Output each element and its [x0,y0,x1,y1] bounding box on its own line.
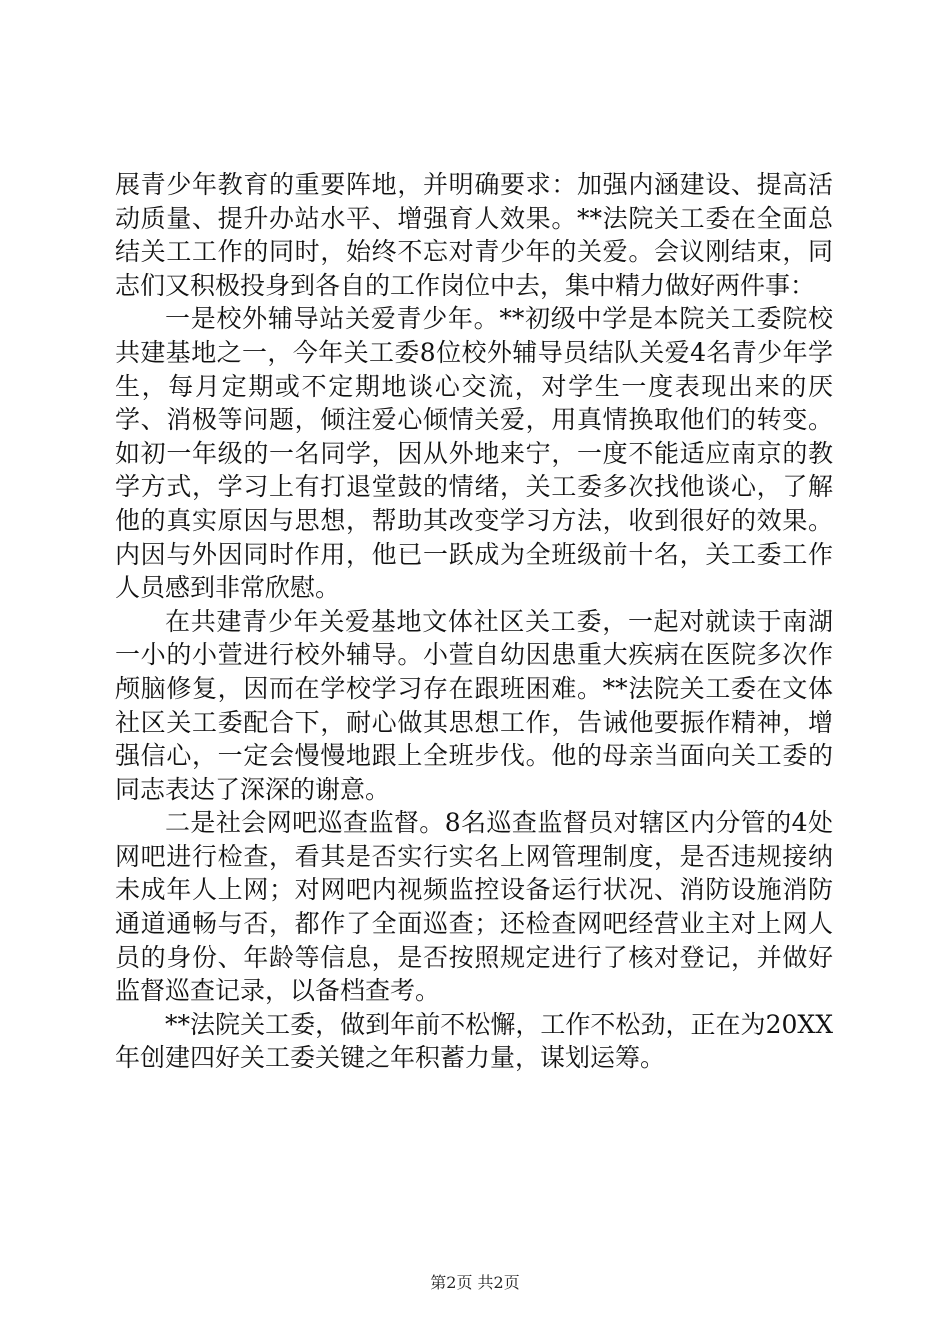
document-body [115,168,833,1075]
paragraph-continuation: 展青少年教育的重要阵地，并明确要求：加强内涵建设、提高活动质量、提升办站水平、增强育人效果。**法院关工委在全面总结关工工作的同时，始终不忘对青少年的关爱。会议刚结束，同志们又积极投身到各自的工作岗位中去，集中精力做好两件事： [115,170,833,300]
paragraph-internet-cafe-inspection: 二是社会网吧巡查监督。8名巡查监督员对辖区内分管的4处网吧进行检查，看其是否实行实名上网管理制度，是否违规接纳未成年人上网；对网吧内视频监控设备运行状况、消防设施消防通道通畅与否，都作了全面巡查；还检查网吧经营业主对上网人员的身份、年龄等信息，是否按照规定进行了核对登记，并做好监督巡查记录，以备档查考。 [115,808,833,1006]
paragraph-community-tutoring: 在共建青少年关爱基地文体社区关工委，一起对就读于南湖一小的小萱进行校外辅导。小萱自幼因患重大疾病在医院多次作颅脑修复，因而在学校学习存在跟班困难。**法院关工委在文体社区关工委配合下，耐心做其思想工作，告诫他要振作精神，增强信心，一定会慢慢地跟上全班步伐。他的母亲当面向关工委的同志表达了深深的谢意。 [115,606,833,804]
paragraph-tutoring-station: 一是校外辅导站关爱青少年。**初级中学是本院关工委院校共建基地之一，今年关工委8位校外辅导员结队关爱4名青少年学生，每月定期或不定期地谈心交流，对学生一度表现出来的厌学、消极等问题，倾注爱心倾情关爱，用真情换取他们的转变。如初一年级的一名同学，因从外地来宁，一度不能适应南京的教学方式，学习上有打退堂鼓的情绪，关工委多次找他谈心，了解他的真实原因与思想，帮助其改变学习方法，收到很好的效果。内因与外因同时作用，他已一跃成为全班级前十名，关工委工作人员感到非常欣慰。 [115,304,833,603]
page-footer: 第2页 共2页 [430,1273,520,1292]
paragraph-conclusion: **法院关工委，做到年前不松懈，工作不松劲，正在为20XX年创建四好关工委关键之年积蓄力量，谋划运筹。 [115,1009,833,1073]
